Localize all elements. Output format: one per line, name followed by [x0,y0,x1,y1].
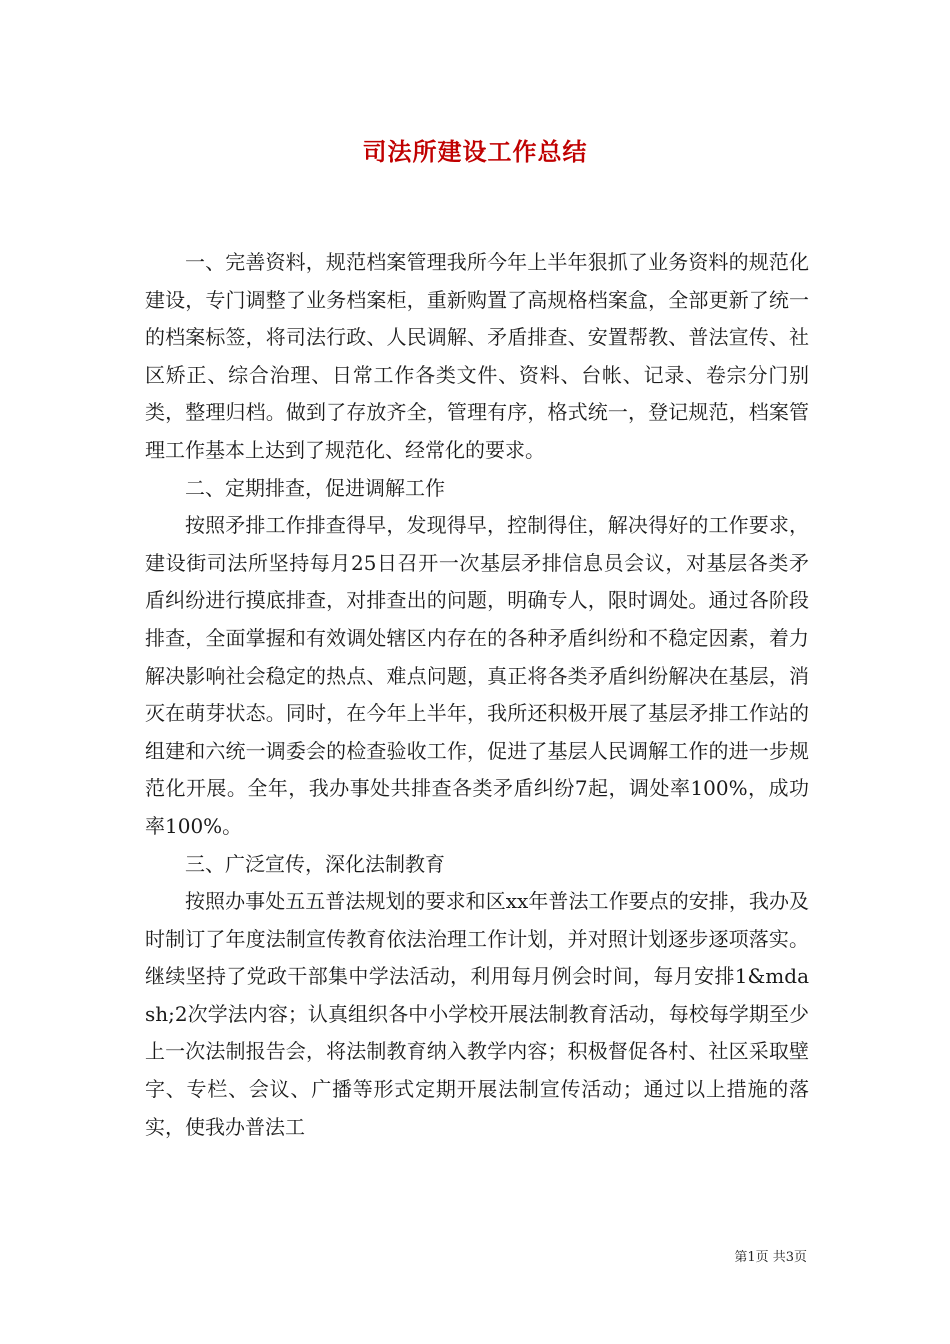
document-body [145,244,809,1146]
paragraph-legal-publicity: 按照办事处五五普法规划的要求和区xx年普法工作要点的安排，我办及时制订了年度法制宣传教育依法治理工作计划，并对照计划逐步逐项落实。继续坚持了党政干部集中学法活动，利用每月例会时间，每月安排1&mdash;2次学法内容；认真组织各中小学校开展法制教育活动，每校每学期至少上一次法制报告会，将法制教育纳入教学内容；积极督促各村、社区采取壁字、专栏、会议、广播等形式定期开展法制宣传活动；通过以上措施的落实，使我办普法工 [145,889,809,1139]
paragraph-dispute-mediation: 按照矛排工作排查得早，发现得早，控制得住，解决得好的工作要求，建设街司法所坚持每月25日召开一次基层矛排信息员会议，对基层各类矛盾纠纷进行摸底排查，对排查出的问题，明确专人，限时调处。通过各阶段排查，全面掌握和有效调处辖区内存在的各种矛盾纠纷和不稳定因素，着力解决影响社会稳定的热点、难点问题，真正将各类矛盾纠纷解决在基层，消灭在萌芽状态。同时，在今年上半年，我所还积极开展了基层矛排工作站的组建和六统一调委会的检查验收工作，促进了基层人民调解工作的进一步规范化开展。全年，我办事处共排查各类矛盾纠纷7起，调处率100%，成功率100%。 [145,513,809,838]
page-title: 司法所建设工作总结 [362,137,588,166]
heading-legal-education: 三、广泛宣传，深化法制教育 [185,851,445,876]
paragraph-archive-management: 一、完善资料，规范档案管理我所今年上半年狠抓了业务资料的规范化建设，专门调整了业务档案柜，重新购置了高规格档案盒，全部更新了统一的档案标签，将司法行政、人民调解、矛盾排查、安置帮教、普法宣传、社区矫正、综合治理、日常工作各类文件、资料、台帐、记录、卷宗分门别类，整理归档。做到了存放齐全，管理有序，格式统一，登记规范，档案管理工作基本上达到了规范化、经常化的要求。 [145,250,809,462]
heading-regular-inspection: 二、定期排查，促进调解工作 [185,475,445,500]
page-number-footer: 第1页 共3页 [734,1250,807,1265]
